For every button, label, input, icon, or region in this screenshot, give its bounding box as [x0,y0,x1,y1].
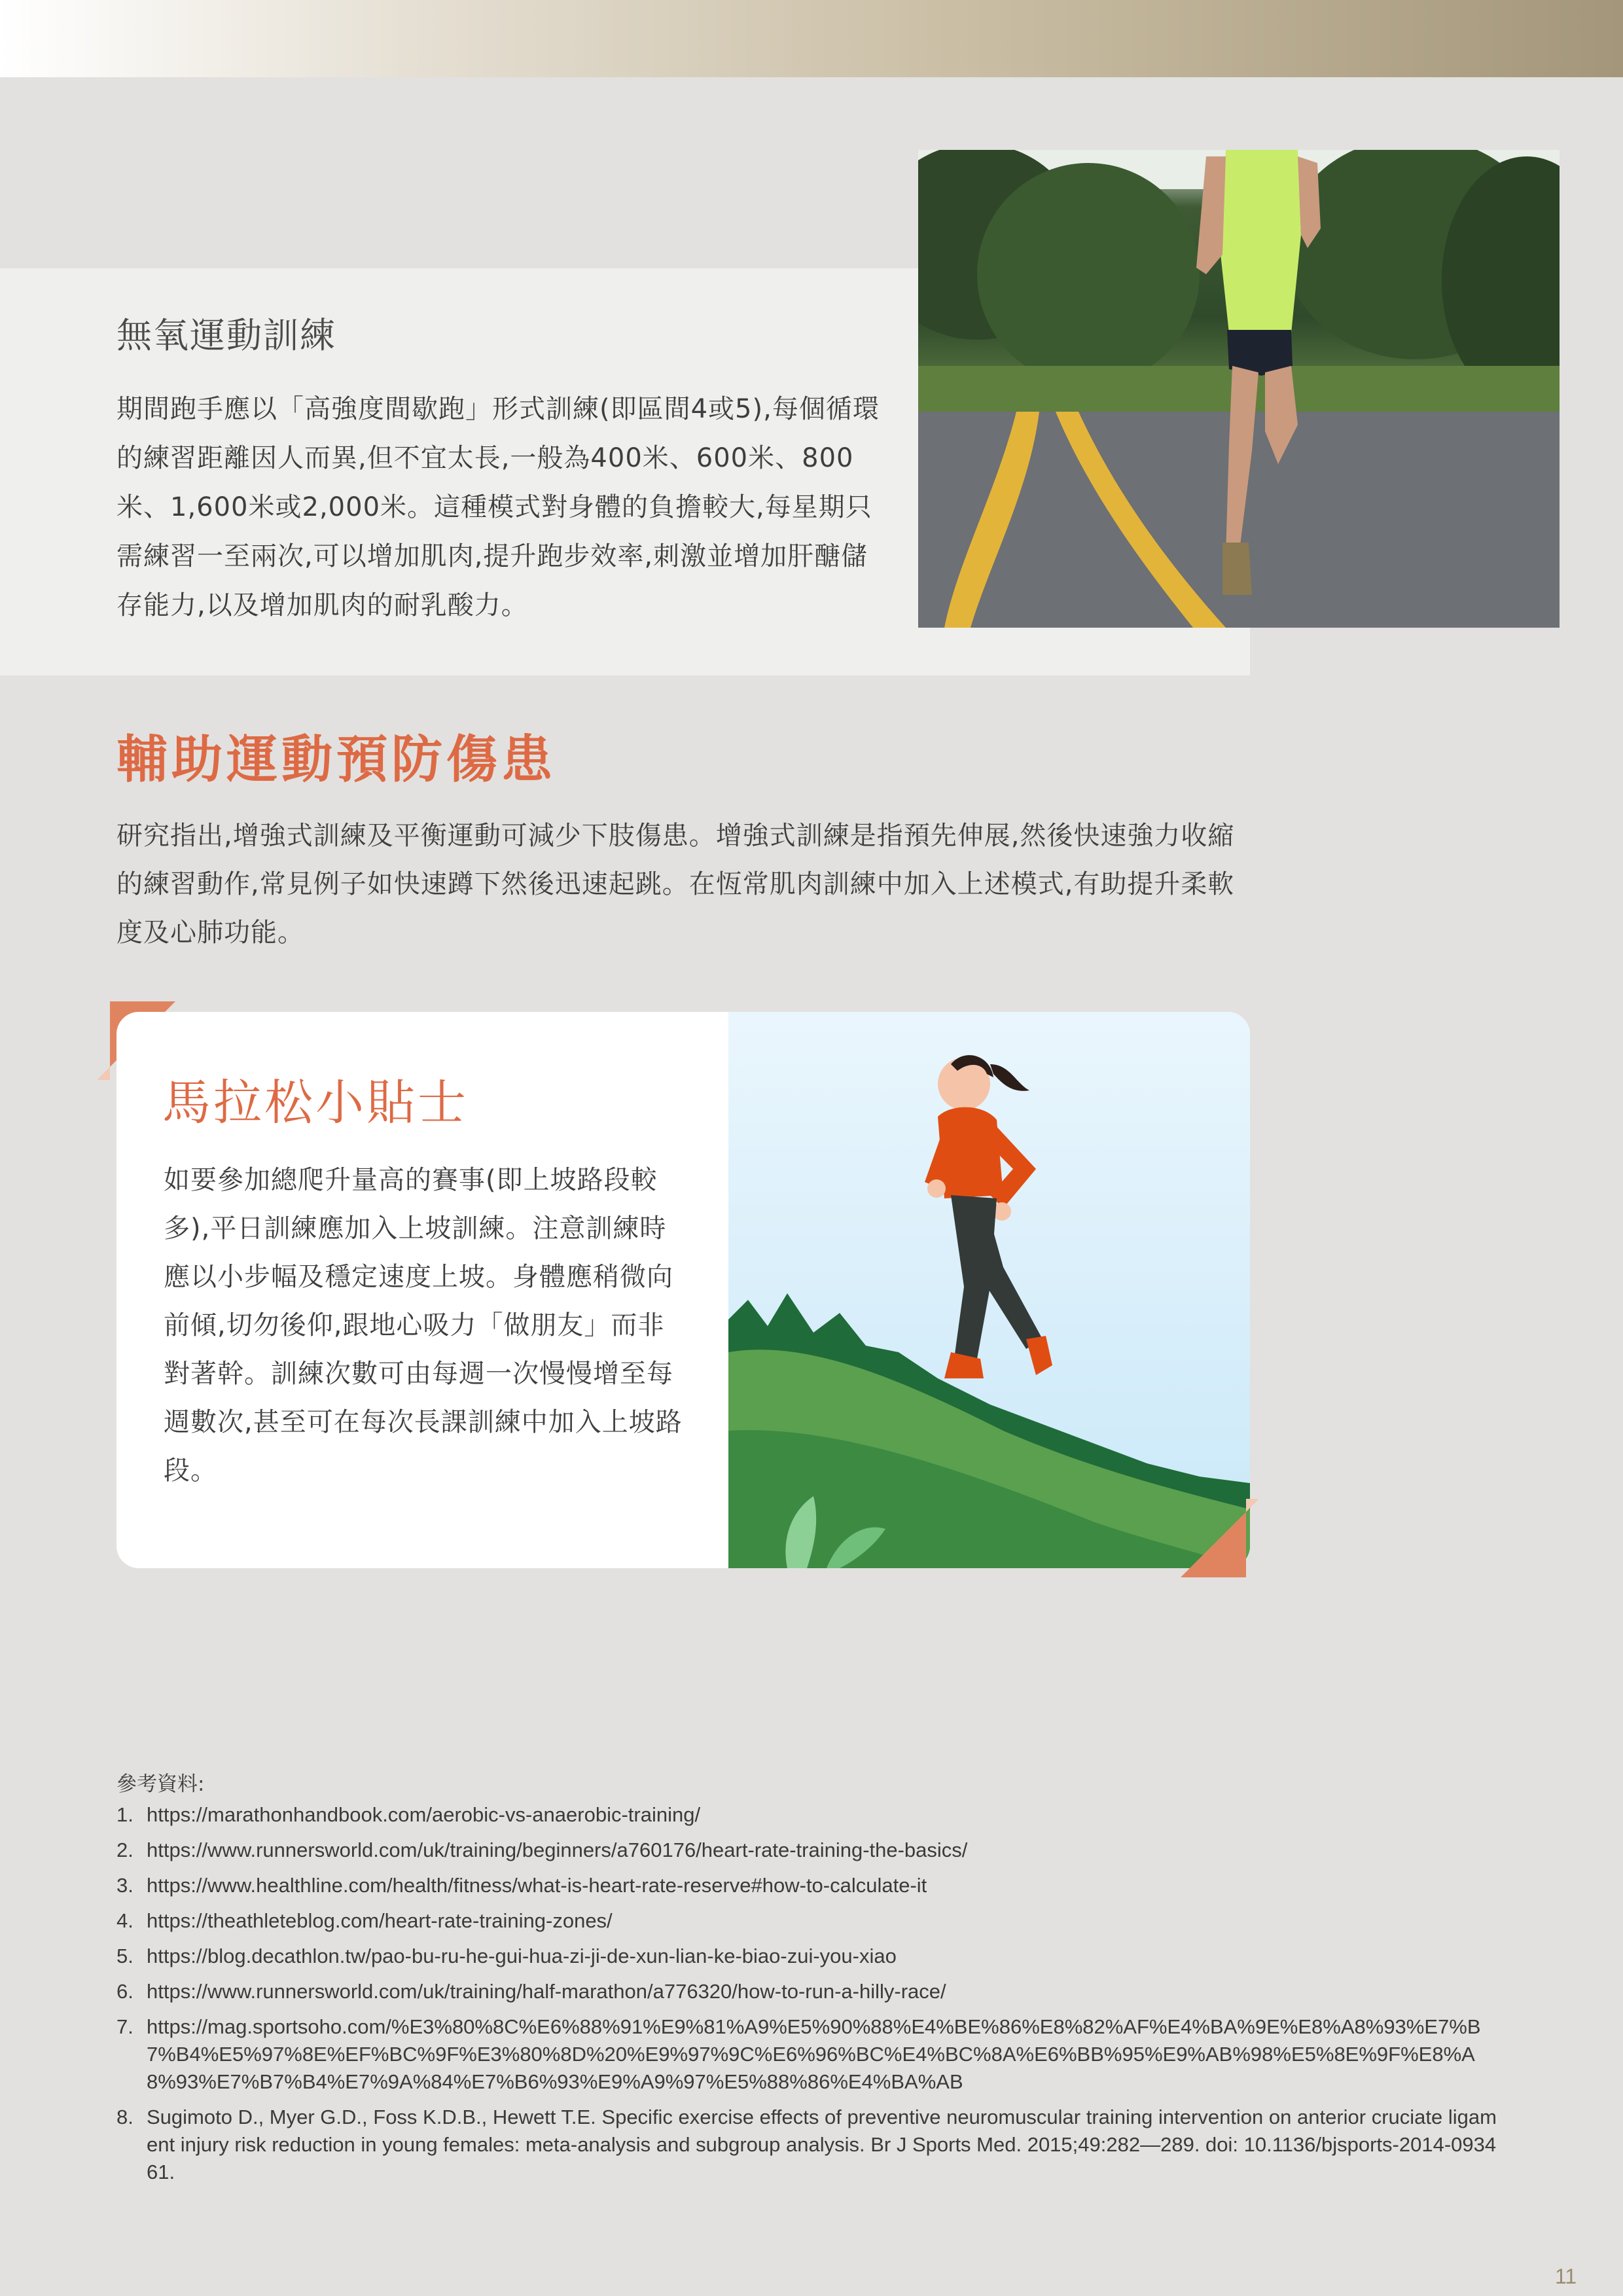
reference-link[interactable]: https://theathleteblog.com/heart-rate-training-zones/ [147,1909,613,1932]
reference-link[interactable]: https://marathonhandbook.com/aerobic-vs-anaerobic-training/ [147,1803,701,1826]
injury-title: 輔助運動預防傷患 [116,730,557,789]
marathon-tip-card [116,1012,1250,1568]
reference-link[interactable]: https://blog.decathlon.tw/pao-bu-ru-he-gui-hua-zi-ji-de-xun-lian-ke-biao-zui-you-xiao [147,1945,897,1967]
top-gradient-bar [0,0,1623,77]
injury-body: 研究指出,增強式訓練及平衡運動可減少下肢傷患。增強式訓練是指預先伸展,然後快速強力收縮的練習動作,常見例子如快速蹲下然後迅速起跳。在恆常肌肉訓練中加入上述模式,有助提升柔軟度及心肺功能。 [116,821,1235,948]
reference-item: 8. Sugimoto D., Myer G.D., Foss K.D.B., Hewett T.E. Specific exercise effects of preventive neuromuscular training intervention on anterior cruciate ligament injury risk reduction in young females: meta-analysis and subgroup analysis. Br J Sports Med. 2015;49:282—289. doi: 10.1136/bjsports-2014-093461. [116,2104,1504,2186]
runner-photo [918,150,1560,628]
references-list [116,1801,1504,2194]
anaerobic-body: 期間跑手應以「高強度間歇跑」形式訓練(即區間4或5),每個循環的練習距離因人而異,但不宜太長,一般為400米、600米、800米、1,600米或2,000米。這種模式對身體的負擔較大,每星期只需練習一至兩次,可以增加肌肉,提升跑步效率,刺激並增加肝醣儲存能力,以及增加肌肉的耐乳酸力。 [116,394,880,620]
corner-triangle-bottom-right [1181,1499,1259,1577]
reference-citation: Sugimoto D., Myer G.D., Foss K.D.B., Hewett T.E. Specific exercise effects of preventive neuromuscular training intervention on anterior cruciate ligament injury risk reduction in young females: meta-analysis and subgroup analysis. Br J Sports Med. 2015;49:282—289. doi: 10.1136/bjsports-2014-093461. [147,2106,1497,2183]
tip-title: 馬拉松小貼士 [162,1075,469,1131]
reference-item: 3. https://www.healthline.com/health/fitness/what-is-heart-rate-reserve#how-to-calculate-it [116,1872,1504,1899]
reference-item: 6. https://www.runnersworld.com/uk/training/half-marathon/a776320/how-to-run-a-hilly-race/ [116,1978,1504,2005]
reference-item: 2. https://www.runnersworld.com/uk/training/beginners/a760176/heart-rate-training-the-basics/ [116,1837,1504,1864]
page-number: 11 [1555,2265,1577,2288]
reference-item: 4. https://theathleteblog.com/heart-rate-training-zones/ [116,1907,1504,1935]
anaerobic-title: 無氧運動訓練 [116,315,336,356]
reference-item: 7. https://mag.sportsoho.com/%E3%80%8C%E6%88%91%E9%81%A9%E5%90%88%E4%BE%86%E8%82%AF%E4%BA%9E%E8%A8%93%E7%B7%B4%E5%97%8E%EF%BC%9F%E3%80%8D%20%E9%97%9C%E6%96%BC%E4%BC%8A%E6%BB%95%E9%AB%98%E5%8E%9F%E8%A8%93%E7%B7%B4%E7%9A%84%E7%B6%93%E9%A9%97%E5%88%86%E4%BA%AB [116,2013,1504,2096]
reference-link[interactable]: https://www.healthline.com/health/fitness/what-is-heart-rate-reserve#how-to-calculate-it [147,1874,927,1897]
reference-link[interactable]: https://www.runnersworld.com/uk/training/beginners/a760176/heart-rate-training-the-basics/ [147,1839,968,1861]
uphill-runner-illustration [728,1012,1250,1568]
reference-item: 1. https://marathonhandbook.com/aerobic-vs-anaerobic-training/ [116,1801,1504,1829]
reference-item: 5. https://blog.decathlon.tw/pao-bu-ru-he-gui-hua-zi-ji-de-xun-lian-ke-biao-zui-you-xiao [116,1943,1504,1970]
tip-body: 如要參加總爬升量高的賽事(即上坡路段較多),平日訓練應加入上坡訓練。注意訓練時應以小步幅及穩定速度上坡。身體應稍微向前傾,切勿後仰,跟地心吸力「做朋友」而非對著幹。訓練次數可由每週一次慢慢增至每週數次,甚至可在每次長課訓練中加入上坡路段。 [164,1165,683,1486]
reference-link[interactable]: https://mag.sportsoho.com/%E3%80%8C%E6%88%91%E9%81%A9%E5%90%88%E4%BE%86%E8%82%AF%E4%BA%9E%E8%A8%93%E7%B7%B4%E5%97%8E%EF%BC%9F%E3%80%8D%20%E9%97%9C%E6%96%BC%E4%BC%8A%E6%BB%95%E9%AB%98%E5%8E%9F%E8%A8%93%E7%B7%B4%E7%9A%84%E7%B6%93%E9%A9%97%E5%88%86%E4%BA%AB [147,2015,1481,2093]
reference-link[interactable]: https://www.runnersworld.com/uk/training/half-marathon/a776320/how-to-run-a-hilly-race/ [147,1980,946,2003]
runner-figure [1167,150,1363,628]
references-heading: 參考資料: [116,1772,205,1796]
